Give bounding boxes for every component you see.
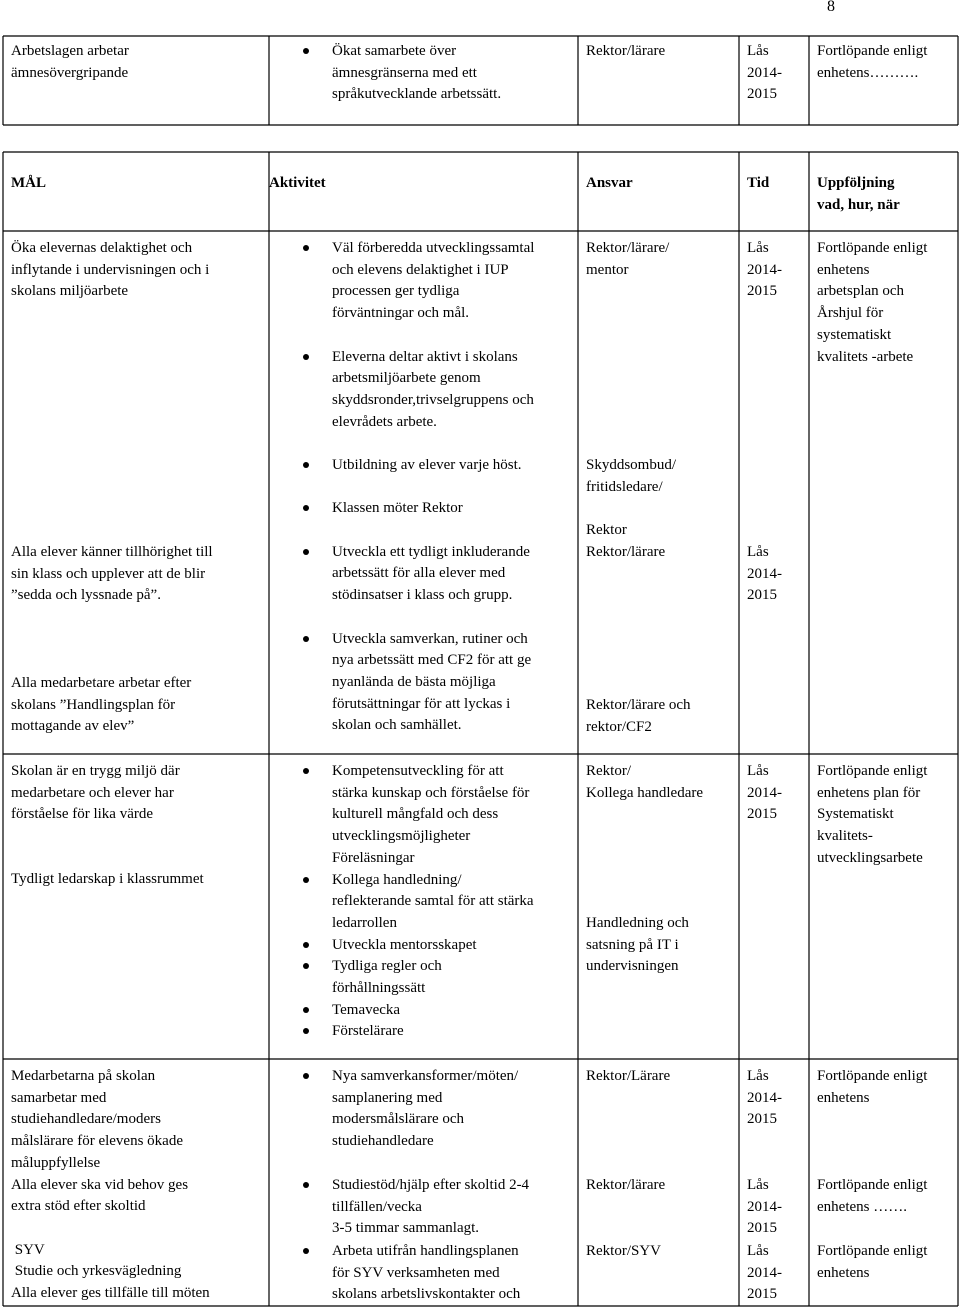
row2-uppfoljning: Fortlöpande enligt enhetens arbetsplan och Årshjul för systematiskt kvalitets -arbete bbox=[817, 240, 928, 365]
row4-mal: Skolan är en trygg miljö där medarbetare och elever har förståelse för lika värde Tydligt ledarskap i klassrummet bbox=[11, 763, 204, 888]
page-number: 8 bbox=[827, 0, 835, 15]
row5-mal: Medarbetarna på skolan samarbetar med studiehandledare/moders målslärare för elevens ökade måluppfyllelse Alla elever ska vid behov ges extra stöd efter skoltid SYV Studie och yrkesvägledning Alla elever ges tillfälle till möten bbox=[11, 1068, 210, 1302]
row1-aktivitet bbox=[332, 41, 501, 106]
list-item: Klassen möter Rektor bbox=[332, 498, 531, 520]
list-item: Studiestöd/hjälp efter skoltid 2-4 tillfällen/vecka 3-5 timmar sammanlagt. bbox=[332, 1175, 529, 1240]
row5-aktivitet-c bbox=[332, 1241, 520, 1306]
row5-tid-b: Lås 2014- 2015 bbox=[747, 1177, 782, 1237]
list-item: Ökat samarbete över ämnesgränserna med ett språkutvecklande arbetssätt. bbox=[332, 41, 501, 106]
row5-uppfoljning-b: Fortlöpande enligt enhetens ……. bbox=[817, 1177, 928, 1215]
row3-tid: Lås 2014- 2015 bbox=[747, 544, 782, 604]
row4-tid: Lås 2014- 2015 bbox=[747, 763, 782, 823]
header-mal: MÅL bbox=[11, 175, 46, 191]
row5-tid-c: Lås 2014- 2015 bbox=[747, 1243, 782, 1303]
list-item: Utveckla samverkan, rutiner och nya arbetssätt med CF2 för att ge nyanlända de bästa möjliga förutsättningar för att lyckas i skolan och samhället. bbox=[332, 629, 531, 738]
list-item: Förstelärare bbox=[332, 1021, 534, 1043]
list-item: Eleverna deltar aktivt i skolans arbetsmiljöarbete genom skyddsronder,trivselgruppens och elevrådets arbete. bbox=[332, 347, 534, 434]
row5-uppfoljning-a: Fortlöpande enligt enhetens bbox=[817, 1068, 928, 1106]
list-item: Temavecka bbox=[332, 1000, 534, 1022]
row2-ansvar: Rektor/lärare/ mentor bbox=[586, 240, 670, 278]
list-item: Nya samverkansformer/möten/ samplanering med modersmålslärare och studiehandledare bbox=[332, 1066, 518, 1153]
row1-tid: Lås 2014- 2015 bbox=[747, 43, 782, 103]
row5-ansvar-a: Rektor/Lärare bbox=[586, 1068, 671, 1084]
row1-ansvar: Rektor/lärare bbox=[586, 43, 666, 59]
list-item: Kollega handledning/ reflekterande samtal för att stärka ledarrollen bbox=[332, 870, 534, 935]
list-item: Kompetensutveckling för att stärka kunskap och förståelse för kulturell mångfald och dess utvecklingsmöjligheter Föreläsningar bbox=[332, 761, 534, 870]
row3-mal-a: Alla elever känner tillhörighet till sin klass och upplever att de blir ”sedda och lyssnade på”. bbox=[11, 544, 213, 604]
row2-mal: Öka elevernas delaktighet och inflytande i undervisningen och i skolans miljöarbete bbox=[11, 240, 210, 300]
row5-tid-a: Lås 2014- 2015 bbox=[747, 1068, 782, 1128]
row4-aktivitet bbox=[332, 761, 534, 1043]
list-item: Tydliga regler och förhållningssätt bbox=[332, 956, 534, 999]
row3-ansvar-a: Skyddsombud/ fritidsledare/ Rektor Rektor/lärare bbox=[586, 457, 677, 560]
list-item: Utveckla mentorsskapet bbox=[332, 935, 534, 957]
list-item: Utveckla ett tydligt inkluderande arbetssätt för alla elever med stödinsatser i klass och grupp. bbox=[332, 542, 531, 607]
list-item: Utbildning av elever varje höst. bbox=[332, 455, 531, 477]
list-item: Arbeta utifrån handlingsplanen för SYV verksamheten med skolans arbetslivskontakter och bbox=[332, 1241, 520, 1306]
row2-aktivitet bbox=[332, 238, 534, 433]
row3-aktivitet bbox=[332, 455, 531, 737]
list-item: Väl förberedda utvecklingssamtal och elevens delaktighet i IUP processen ger tydliga förväntningar och mål. bbox=[332, 238, 534, 325]
header-ansvar: Ansvar bbox=[586, 175, 633, 191]
row5-aktivitet-b bbox=[332, 1175, 529, 1240]
header-aktivitet: Aktivitet bbox=[269, 175, 326, 191]
row5-ansvar-c: Rektor/SYV bbox=[586, 1243, 661, 1259]
row4-uppfoljning: Fortlöpande enligt enhetens plan för Systematiskt kvalitets- utvecklingsarbete bbox=[817, 763, 928, 866]
row5-aktivitet-a bbox=[332, 1066, 518, 1153]
row3-mal-b: Alla medarbetare arbetar efter skolans ”Handlingsplan för mottagande av elev” bbox=[11, 675, 192, 735]
row2-tid: Lås 2014- 2015 bbox=[747, 240, 782, 300]
row4-ansvar: Rektor/ Kollega handledare Handledning och satsning på IT i undervisningen bbox=[586, 763, 704, 975]
header-uppfoljning: Uppföljning vad, hur, när bbox=[817, 175, 900, 213]
row1-uppfoljning: Fortlöpande enligt enhetens………. bbox=[817, 43, 928, 81]
row5-ansvar-b: Rektor/lärare bbox=[586, 1177, 666, 1193]
header-tid: Tid bbox=[747, 175, 770, 191]
row5-uppfoljning-c: Fortlöpande enligt enhetens bbox=[817, 1243, 928, 1281]
row1-mal: Arbetslagen arbetar ämnesövergripande bbox=[11, 43, 129, 81]
row3-ansvar-b: Rektor/lärare och rektor/CF2 bbox=[586, 697, 691, 735]
